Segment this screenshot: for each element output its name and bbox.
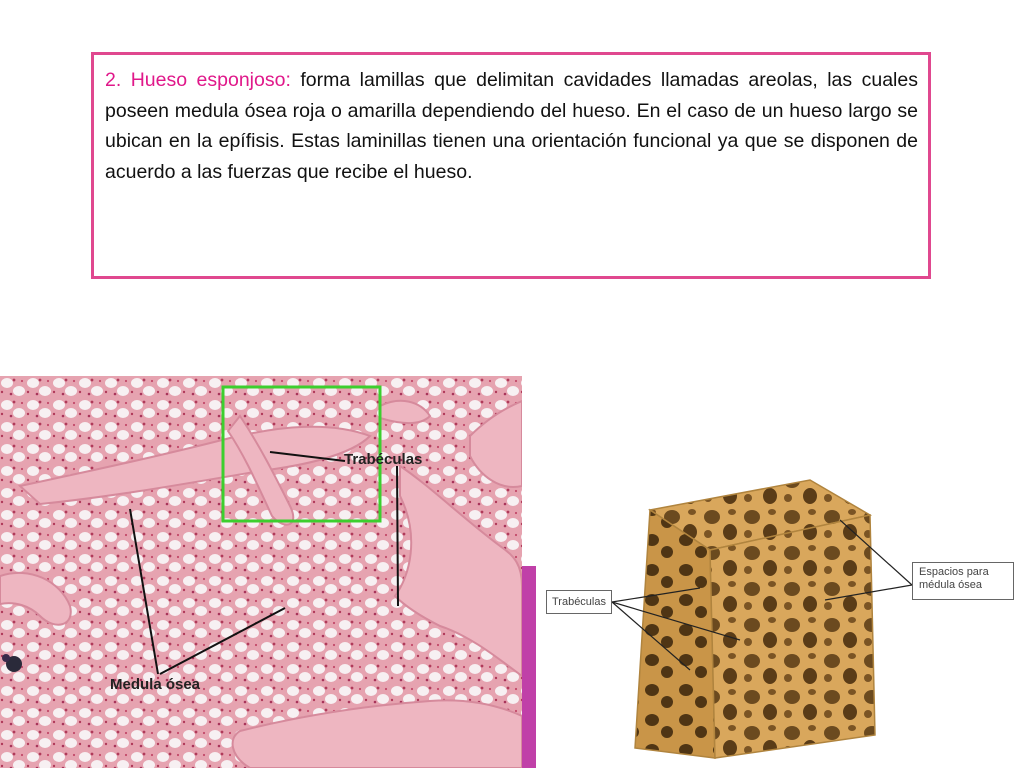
spongy-bone-diagram: [540, 470, 1024, 768]
section-heading: 2. Hueso esponjoso:: [105, 69, 291, 91]
definition-text-box: [91, 52, 931, 279]
diagram-label-trabeculas: Trabéculas: [551, 596, 606, 608]
histology-micrograph: [0, 376, 522, 768]
histology-image: [0, 376, 522, 768]
definition-paragraph: [105, 65, 918, 187]
label-trabeculas: Trabéculas: [344, 451, 423, 468]
diagram-label-espacios-line1: Espacios para: [919, 566, 989, 578]
label-medula-osea: Medula ósea: [110, 676, 201, 693]
label-box-espacios: [912, 562, 1014, 600]
label-box-trabeculas: [546, 590, 612, 614]
definition-body: forma lamillas que delimitan cavidades llamadas areolas, las cuales poseen medula ósea roja o amarilla dependiendo del hueso. En el caso de un hueso largo se ubican en la epífisis. Estas laminillas tienen una orientación funcional ya que se disponen de acuerdo a las fuerzas que recibe el hueso.: [105, 69, 918, 183]
spongy-bone-illustration: [540, 470, 1024, 768]
diagram-label-espacios-line2: médula ósea: [919, 579, 982, 591]
accent-bar: [522, 566, 536, 768]
